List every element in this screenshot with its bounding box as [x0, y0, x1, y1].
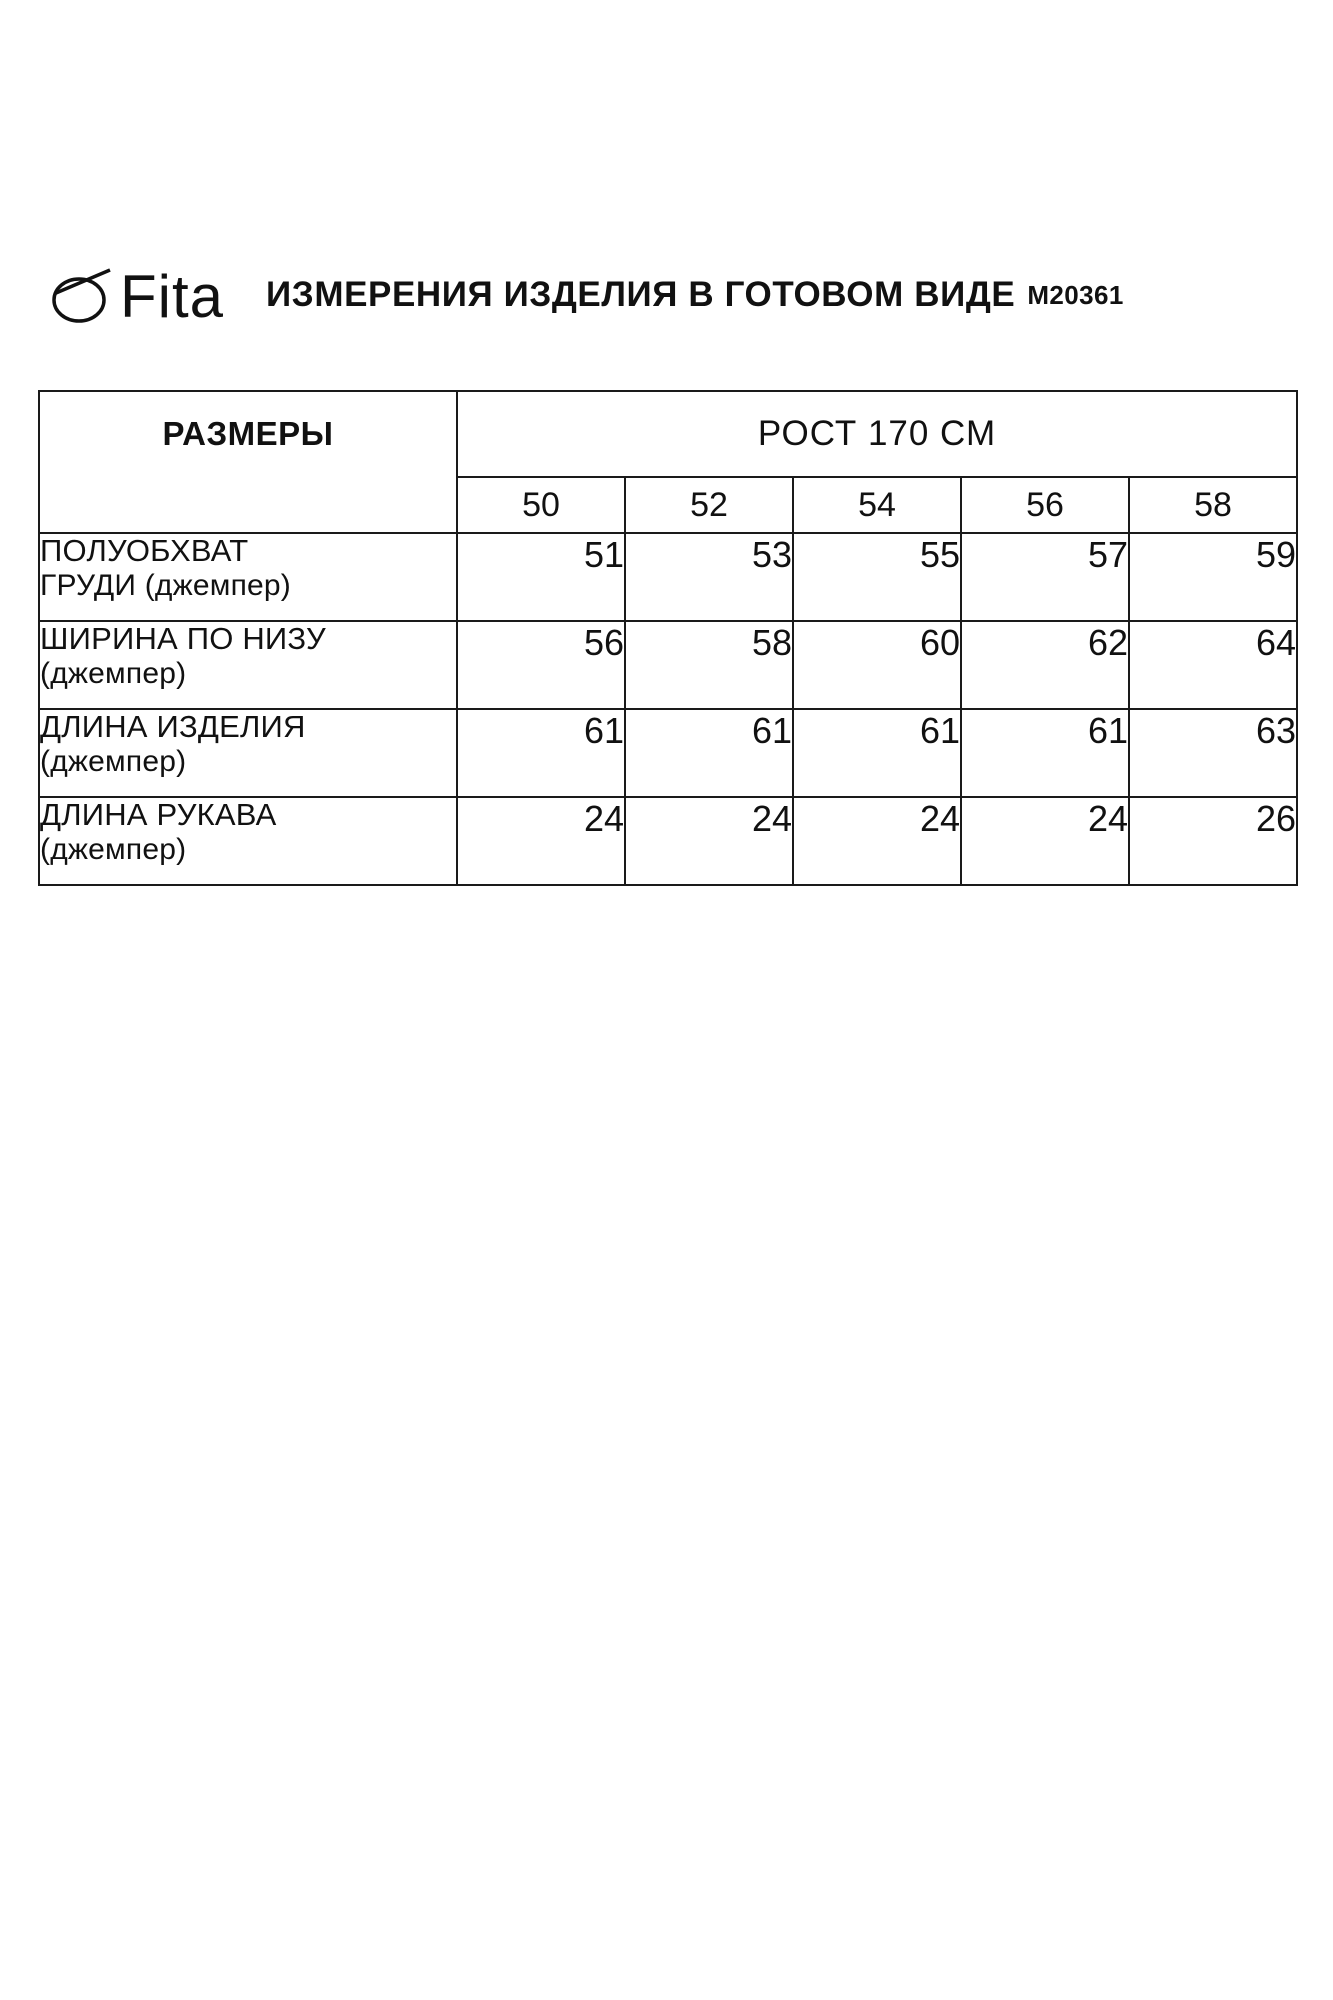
size-header-cell: 58	[1129, 477, 1297, 533]
table-row	[39, 533, 1297, 621]
measurement-value: 55	[793, 533, 961, 621]
page-title: ИЗМЕРЕНИЯ ИЗДЕЛИЯ В ГОТОВОМ ВИДЕ	[266, 275, 1016, 314]
measurement-value: 61	[457, 709, 625, 797]
size-header-cell: 54	[793, 477, 961, 533]
brand-logo	[48, 257, 224, 333]
measurements-table	[38, 390, 1298, 886]
table-header-row	[39, 391, 1297, 477]
row-label-line2: ГРУДИ (джемпер)	[40, 568, 291, 602]
row-label-line1: ШИРИНА ПО НИЗУ	[40, 621, 326, 656]
column-header-sizes: РАЗМЕРЫ	[39, 391, 457, 533]
measurement-value: 61	[961, 709, 1129, 797]
measurement-value: 57	[961, 533, 1129, 621]
measurement-value: 51	[457, 533, 625, 621]
measurement-value: 24	[457, 797, 625, 885]
table-row	[39, 621, 1297, 709]
row-label	[39, 709, 457, 797]
row-label-line2: (джемпер)	[40, 832, 187, 866]
measurement-value: 63	[1129, 709, 1297, 797]
model-code: М20361	[1027, 279, 1124, 310]
measurement-value: 26	[1129, 797, 1297, 885]
measurement-value: 56	[457, 621, 625, 709]
measurement-value: 61	[793, 709, 961, 797]
measurement-value: 53	[625, 533, 793, 621]
row-label	[39, 533, 457, 621]
row-label	[39, 621, 457, 709]
brand-name: Fita	[120, 263, 225, 330]
measurement-value: 62	[961, 621, 1129, 709]
size-header-cell: 50	[457, 477, 625, 533]
row-label-line2: (джемпер)	[40, 744, 187, 778]
row-label-line1: ПОЛУОБХВАТ	[40, 533, 249, 568]
measurement-value: 58	[625, 621, 793, 709]
size-header-cell: 52	[625, 477, 793, 533]
row-label-line1: ДЛИНА ИЗДЕЛИЯ	[40, 709, 306, 744]
measurements-table-wrapper	[38, 390, 1296, 886]
row-label-line2: (джемпер)	[40, 656, 187, 690]
table-row	[39, 709, 1297, 797]
measurement-value: 60	[793, 621, 961, 709]
circle-with-line-icon	[48, 264, 114, 326]
measurement-value: 64	[1129, 621, 1297, 709]
size-header-cell: 56	[961, 477, 1129, 533]
measurement-value: 24	[625, 797, 793, 885]
row-label	[39, 797, 457, 885]
row-label-line1: ДЛИНА РУКАВА	[40, 797, 277, 832]
table-row	[39, 797, 1297, 885]
measurement-value: 59	[1129, 533, 1297, 621]
document-header	[40, 255, 1330, 335]
measurement-value: 24	[793, 797, 961, 885]
measurement-value: 24	[961, 797, 1129, 885]
measurement-value: 61	[625, 709, 793, 797]
column-header-height-group: РОСТ 170 СМ	[457, 391, 1297, 477]
